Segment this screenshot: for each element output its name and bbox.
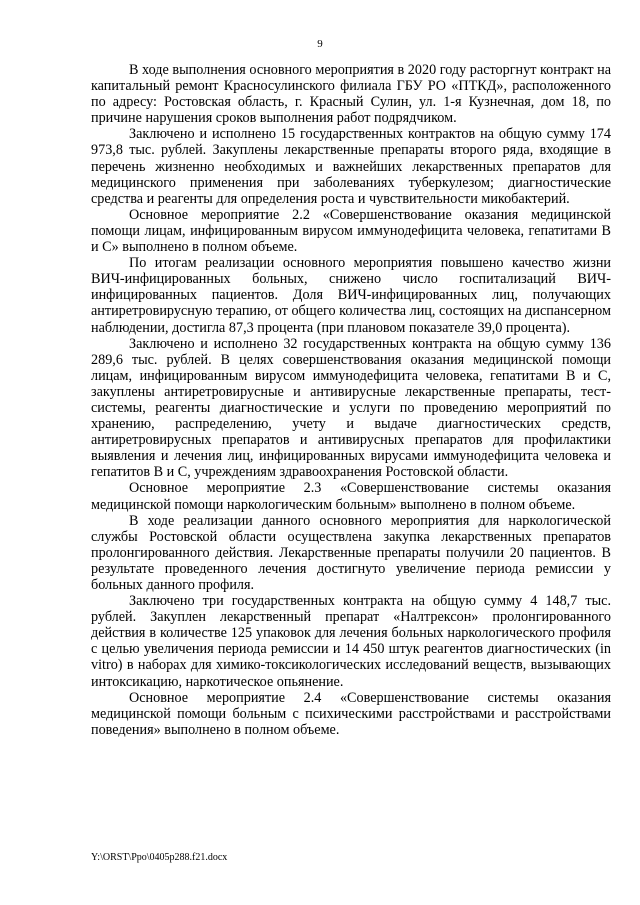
paragraph-narcology-contracts: Заключено три государственных контракта на общую сумму 4 148,7 тыс. рублей. Закуплен лекарственный препарат «Налтрексон» пролонгированного действия в количестве 125 упаковок для лечения больных наркологического профиля с целью увеличения периода ремиссии и 14 450 штук реагентов диагностических (in vitro) в наборах для химико-токсикологических исследований веществ, вызывающих интоксикацию, наркотическое опьянение. <box>91 593 611 690</box>
paragraph-measure-2-2: Основное мероприятие 2.2 «Совершенствование оказания медицинской помощи лицам, инфицированным вирусом иммунодефицита человека, гепатитами B и C» выполнено в полном объеме. <box>91 206 611 256</box>
paragraph-measure-2-3: Основное мероприятие 2.3 «Совершенствование системы оказания медицинской помощи наркологическим больным» выполнено в полном объеме. <box>91 480 611 513</box>
paragraph-measure-2-4: Основное мероприятие 2.4 «Совершенствование системы оказания медицинской помощи больным с психическими расстройствами и расстройствами поведения» выполнено в полном объеме. <box>91 689 611 738</box>
file-path-footer: Y:\ORST\Ppo\0405p288.f21.docx <box>91 852 228 863</box>
paragraph-contract-termination: В ходе выполнения основного мероприятия в 2020 году расторгнут контракт на капитальный ремонт Красносулинского филиала ГБУ РО «ПТКД», расположенного по адресу: Ростовская область, г. Красный Сулин, ул. 1-я Кузнечная, дом 18, по причине нарушения сроков выполнения работ подрядчиком. <box>91 62 611 127</box>
document-body <box>91 62 611 738</box>
paragraph-hiv-results: По итогам реализации основного мероприятия повышено качество жизни ВИЧ-инфицированных больных, снижено число госпитализаций ВИЧ-инфицированных пациентов. Доля ВИЧ-инфицированных лиц, получающих антиретровирусную терапию, от общего количества лиц, состоящих на диспансерном наблюдении, достигла 87,3 процента (при плановом показателе 39,0 процента). <box>91 255 611 336</box>
paragraph-tuberculosis-contracts: Заключено и исполнено 15 государственных контрактов на общую сумму 174 973,8 тыс. рублей. Закуплены лекарственные препараты второго ряда, входящие в перечень жизненно необходимых и важнейших лекарственных препаратов для медицинского применения при заболеваниях туберкулезом; диагностические средства и реагенты для определения роста и чувствительности микобактерий. <box>91 126 611 207</box>
page-number: 9 <box>317 38 323 50</box>
paragraph-narcology-results: В ходе реализации данного основного мероприятия для наркологической службы Ростовской области осуществлена закупка лекарственных препаратов пролонгированного действия. Лекарственные препараты получили 20 пациентов. В результате проведенного лечения достигнуто увеличение периода ремиссии у больных данного профиля. <box>91 512 611 593</box>
paragraph-hiv-contracts: Заключено и исполнено 32 государственных контракта на общую сумму 136 289,6 тыс. рублей. В целях совершенствования оказания медицинской помощи лицам, инфицированным вирусом иммунодефицита человека, гепатитами B и C, закуплены антиретровирусные и антивирусные лекарственные препараты, тест-системы, реагенты диагностические и услуги по проведению мероприятий по хранению, распределению, учету и выдаче диагностических средств, антиретровирусных препаратов и антивирусных препаратов для профилактики выявления и лечения лиц, инфицированных вирусами иммунодефицита человека и гепатитов B и C, учреждениям здравоохранения Ростовской области. <box>91 335 611 481</box>
